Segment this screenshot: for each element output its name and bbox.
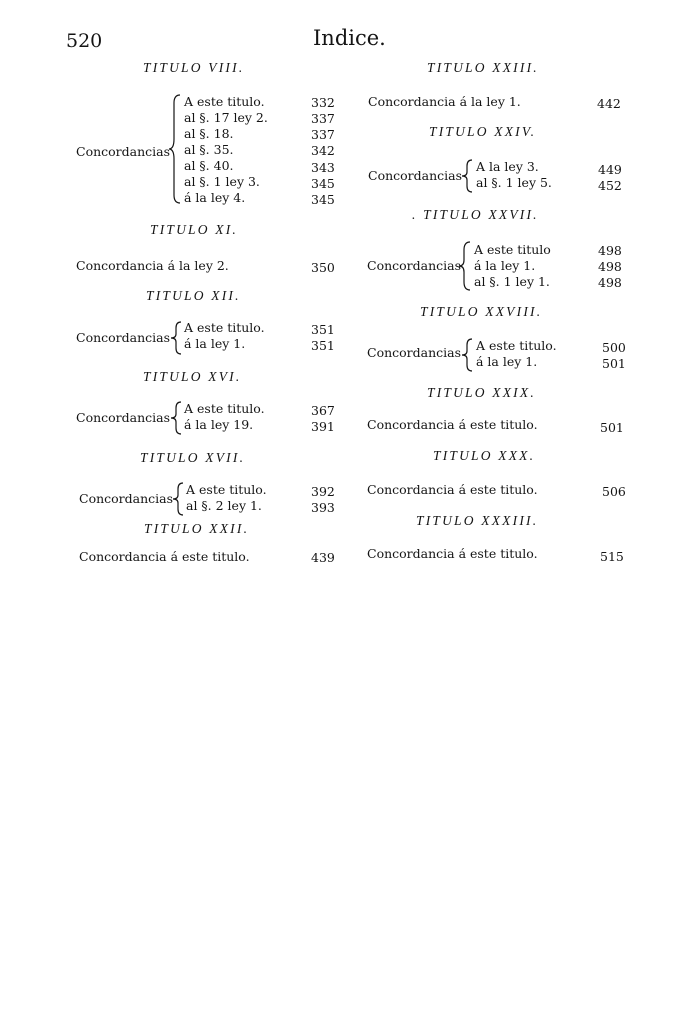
page-ref: 442 <box>597 96 621 111</box>
entry-text: Concordancia á este titulo. <box>367 482 538 497</box>
section-heading: TITULO XXVIII. <box>420 304 543 319</box>
page-ref: 393 <box>311 500 335 515</box>
page-ref: 506 <box>602 484 626 499</box>
section-heading: TITULO XXII. <box>144 521 250 536</box>
section-heading: TITULO XVII. <box>140 450 246 465</box>
brace-icon <box>170 400 182 436</box>
entry-text: A este titulo. <box>186 482 267 497</box>
page-ref: 501 <box>602 356 626 371</box>
entry-text: al §. 17 ley 2. <box>184 110 268 125</box>
entry-text: al §. 1 ley 5. <box>476 175 552 190</box>
page-ref: 498 <box>598 243 622 258</box>
concordancias-label: Concordancias <box>76 410 171 425</box>
section-heading: TITULO XXIII. <box>427 60 539 75</box>
page-ref: 501 <box>600 420 624 435</box>
entry-text: á la ley 1. <box>474 258 536 273</box>
page-ref: 500 <box>602 340 626 355</box>
entry-text: al §. 40. <box>184 158 234 173</box>
page-ref: 351 <box>311 338 335 353</box>
page-ref: 449 <box>598 162 622 177</box>
page-ref: 351 <box>311 322 335 337</box>
brace-icon <box>458 240 472 292</box>
page-ref: 439 <box>311 550 335 565</box>
page-ref: 337 <box>311 111 335 126</box>
section-heading: TITULO XXXIII. <box>416 513 539 528</box>
brace-icon <box>172 481 184 517</box>
entry-text: al §. 35. <box>184 142 234 157</box>
page-title: Indice. <box>313 26 386 50</box>
concordancias-label: Concordancias <box>367 345 462 360</box>
entry-text: A este titulo. <box>184 401 265 416</box>
page-ref: 498 <box>598 259 622 274</box>
brace-icon <box>461 337 473 373</box>
page-number: 520 <box>66 30 103 52</box>
section-heading: TITULO VIII. <box>143 60 245 75</box>
section-heading: TITULO XXIV. <box>429 124 537 139</box>
entry-text: al §. 2 ley 1. <box>186 498 262 513</box>
page-ref: 452 <box>598 178 622 193</box>
entry-text: Concordancia á este titulo. <box>367 546 538 561</box>
page-ref: 345 <box>311 176 335 191</box>
section-heading: TITULO XXIX. <box>427 385 536 400</box>
entry-text: á la ley 19. <box>184 417 254 432</box>
entry-text: A la ley 3. <box>476 159 539 174</box>
entry-text: al §. 18. <box>184 126 234 141</box>
concordancias-label: Concordancias <box>76 330 171 345</box>
section-heading: TITULO XII. <box>146 288 241 303</box>
section-heading: TITULO XXX. <box>433 448 536 463</box>
entry-text: á la ley 1. <box>476 354 538 369</box>
entry-text: A este titulo. <box>476 338 557 353</box>
entry-text: Concordancia á la ley 2. <box>76 258 229 273</box>
entry-text: al §. 1 ley 3. <box>184 174 260 189</box>
concordancias-label: Concordancias <box>368 168 463 183</box>
entry-text: Concordancia á este titulo. <box>367 417 538 432</box>
page-ref: 515 <box>600 549 624 564</box>
entry-text: A este titulo. <box>184 94 265 109</box>
entry-text: al §. 1 ley 1. <box>474 274 550 289</box>
section-heading: . TITULO XXVII. <box>412 207 539 222</box>
page-ref: 498 <box>598 275 622 290</box>
brace-icon <box>461 158 473 194</box>
concordancias-label: Concordancias <box>76 144 171 159</box>
section-heading: TITULO XVI. <box>143 369 242 384</box>
page-ref: 391 <box>311 419 335 434</box>
entry-text: A este titulo. <box>184 320 265 335</box>
page-ref: 337 <box>311 127 335 142</box>
entry-text: á la ley 4. <box>184 190 246 205</box>
brace-icon <box>168 93 182 205</box>
page-ref: 342 <box>311 143 335 158</box>
page-ref: 392 <box>311 484 335 499</box>
page-ref: 343 <box>311 160 335 175</box>
brace-icon <box>170 320 182 356</box>
page-ref: 332 <box>311 95 335 110</box>
entry-text: Concordancia á la ley 1. <box>368 94 521 109</box>
concordancias-label: Concordancias <box>79 491 174 506</box>
page-ref: 367 <box>311 403 335 418</box>
section-heading: TITULO XI. <box>150 222 239 237</box>
entry-text: Concordancia á este titulo. <box>79 549 250 564</box>
concordancias-label: Concordancias <box>367 258 462 273</box>
entry-text: A este titulo <box>474 242 551 257</box>
page-ref: 345 <box>311 192 335 207</box>
entry-text: á la ley 1. <box>184 336 246 351</box>
page-ref: 350 <box>311 260 335 275</box>
